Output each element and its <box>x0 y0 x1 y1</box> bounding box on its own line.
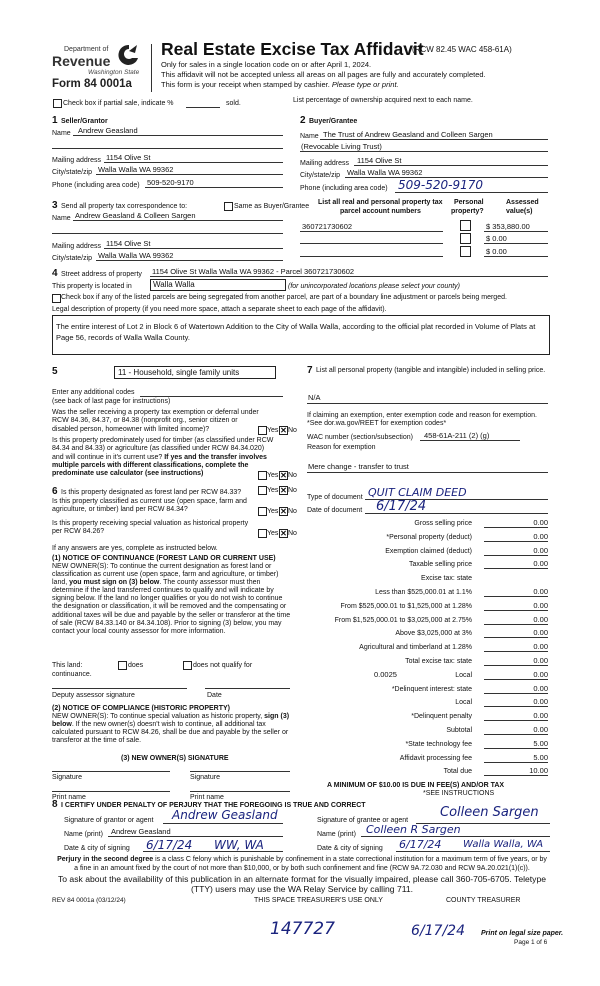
tax-row-label: Total due <box>443 768 472 776</box>
buyer-name-label: Name <box>300 133 319 140</box>
legal-label: Legal description of property (if you need more space, attach a separate sheet to each page of the affidavit). <box>52 306 387 313</box>
tax-row-line <box>484 693 548 694</box>
buyer-name-line2[interactable]: (Revocable Living Trust) <box>301 142 382 151</box>
forest-question: Is this property designated as forest land per RCW 84.33? <box>61 489 242 496</box>
page-number: Page 1 of 6 <box>514 939 548 946</box>
yes-label: Yes <box>267 427 279 434</box>
tax-row-label: From $1,525,000.01 to $3,025,000 at 2.75% <box>334 616 472 624</box>
corr-city-label: City/state/zip <box>52 255 93 262</box>
grantor-city[interactable]: WW, WA <box>214 838 264 852</box>
tax-row-value[interactable]: 10.00 <box>529 766 548 776</box>
owner-print-label: Print name <box>52 794 86 801</box>
no-label: No <box>288 508 297 515</box>
segregated-label: Check box if any of the listed parcels are being segregated from another parcel, are part of a boundary line adjustment or parcels being merged. <box>61 294 507 301</box>
grantor-signature[interactable]: Andrew Geasland <box>172 808 278 822</box>
tax-row-value[interactable]: 0.00 <box>533 697 548 707</box>
receipt-number: 147727 <box>270 919 335 939</box>
tax-row-value[interactable]: 0.00 <box>533 683 548 693</box>
no-label: No <box>288 530 297 537</box>
doc-date-label: Date of document <box>307 507 363 514</box>
notice-line2: This affidavit will not be accepted unless all areas on all pages are fully and accurately completed. <box>161 70 486 79</box>
tax-row-value[interactable]: 0.00 <box>533 628 548 638</box>
no-label: No <box>288 487 297 494</box>
certify-statement: I CERTIFY UNDER PENALTY OF PERJURY THAT THE FOREGOING IS TRUE AND CORRECT <box>61 802 366 809</box>
notice1-text: NEW OWNER(S): To continue the current designation as forest land or classification as current use (open space, farm and agriculture, or timber) land, you must sign on (3) below. The county assessor must then determine if the land transferred continues to qualify and will indicate by signing below. If the land no longer qualifies or you do not wish to continue the designation or classification, it will be removed and the compensating or additional taxes will be due and payable by the seller or transferor at the time of sale (RCW 84.33.140 or 84.34.108). Prior to signing (3) below, you may contact your local county assessor for more information. <box>52 563 291 635</box>
current-use-yes-checkbox[interactable] <box>258 507 267 516</box>
grantor-name-label: Name (print) <box>64 831 103 838</box>
tax-row-line <box>484 651 548 652</box>
seller-mailing-label: Mailing address <box>52 157 102 164</box>
tax-row-value[interactable]: 0.00 <box>533 711 548 721</box>
corr-mailing-label: Mailing address <box>52 243 102 250</box>
grantor-date[interactable]: 6/17/24 <box>146 838 193 852</box>
section4-num: 4 <box>52 268 58 279</box>
yes-label: Yes <box>267 530 279 537</box>
deputy-sig-label: Deputy assessor signature <box>52 692 135 699</box>
buyer-city[interactable]: Walla Walla WA 99362 <box>347 168 423 177</box>
tax-row-line <box>484 541 548 542</box>
same-as-buyer-checkbox[interactable] <box>224 202 233 211</box>
located-note: (for unincorporated locations please select your county) <box>288 283 460 290</box>
grantee-date[interactable]: 6/17/24 <box>399 838 442 851</box>
section3-num: 3 <box>52 200 58 211</box>
personal-property-value[interactable]: N/A <box>308 393 321 402</box>
personal-header: Personal <box>454 199 484 206</box>
reason-label: Reason for exemption <box>307 444 376 451</box>
treasurer-use-only: THIS SPACE TREASURER'S USE ONLY <box>254 897 383 904</box>
revenue-logo-icon <box>118 43 140 67</box>
local-rate: 0.0025 <box>374 669 397 679</box>
timber-yes-checkbox[interactable] <box>258 471 267 480</box>
current-use-no-checkbox[interactable]: ✕ <box>280 507 287 516</box>
buyer-phone-label: Phone (including area code) <box>300 185 388 192</box>
section2-title: Buyer/Grantee <box>309 118 358 125</box>
exemption-claim-label: If claiming an exemption, enter exemption code and reason for exemption. *See dor.wa.gov/REET for exemption codes* <box>307 412 537 428</box>
forest-no-checkbox[interactable]: ✕ <box>280 486 287 495</box>
notice-line3: This form is your receipt when stamped by cashier. Please type or print. <box>161 80 399 89</box>
grantee-name[interactable]: Colleen R Sargen <box>366 823 461 836</box>
buyer-mailing[interactable]: 1154 Olive St <box>357 156 402 165</box>
segregated-checkbox[interactable] <box>52 294 61 303</box>
historic-yes-checkbox[interactable] <box>258 529 267 538</box>
tax-row-label: Local <box>455 699 472 707</box>
street-label: Street address of property <box>61 271 142 278</box>
assessed-value[interactable]: $ 0.00 <box>486 247 507 256</box>
form-rcw: (RCW 82.45 WAC 458-61A) <box>412 45 512 54</box>
doc-type-label: Type of document <box>307 494 363 501</box>
seller-city-label: City/state/zip <box>52 169 93 176</box>
corr-city[interactable]: Walla Walla WA 99362 <box>98 251 174 260</box>
tax-row-value[interactable]: 0.00 <box>533 531 548 541</box>
current-use-question: Is this property classified as current use (open space, farm and agriculture, or timber) land per RCW 84.34? <box>52 498 247 514</box>
dor-logo <box>52 43 150 95</box>
assessed-value[interactable]: $ 353,880.00 <box>486 222 530 231</box>
no-label: No <box>288 472 297 479</box>
personal-property-checkbox[interactable] <box>460 246 471 257</box>
tax-row-value[interactable]: 0.00 <box>533 642 548 652</box>
deputy-date-label: Date <box>207 692 222 699</box>
tax-row-value[interactable]: 5.00 <box>533 738 548 748</box>
grantor-date-label: Date & city of signing <box>64 845 130 852</box>
location-select[interactable]: Walla Walla <box>150 279 286 291</box>
county-treasurer: COUNTY TREASURER <box>446 897 521 904</box>
grantee-name-label: Name (print) <box>317 831 356 838</box>
no-label: No <box>288 427 297 434</box>
tax-row-label: *Delinquent interest: state <box>391 685 472 693</box>
tax-row-label: *State technology fee <box>405 740 472 748</box>
seller-phone[interactable]: 509-520-9170 <box>147 178 194 187</box>
timber-no-checkbox[interactable]: ✕ <box>280 471 287 480</box>
tax-row-line <box>484 555 548 556</box>
tax-row-line <box>484 624 548 625</box>
if-yes-note: If any answers are yes, complete as instructed below. <box>52 545 218 552</box>
tax-row-line <box>484 637 548 638</box>
receipt-date: 6/17/24 <box>411 923 465 939</box>
tax-row-label: Agricultural and timberland at 1.28% <box>359 644 472 652</box>
owner-signature-label: Signature <box>52 774 82 781</box>
exemption-no-checkbox[interactable]: ✕ <box>280 426 287 435</box>
does-not-label: does not qualify for <box>193 662 253 669</box>
tax-row-value[interactable]: 5.00 <box>533 752 548 762</box>
tax-row-label: Less than $525,000.01 at 1.1% <box>375 589 472 596</box>
tax-row-label: From $525,000.01 to $1,525,000 at 1.28% <box>340 602 472 610</box>
timber-question: Is this property predominately used for timber (as classified under RCW 84.34 and 84.33) or agriculture (as classified under RCW 84.34.020) and will continue in it's current use? If yes and the transfer involves multiple parcels with different classifications, complete the predominate use calculator (see instructions) <box>52 437 274 478</box>
yes-label: Yes <box>267 472 279 479</box>
tax-row-label: Subtotal <box>446 727 472 734</box>
tax-row-line <box>484 734 548 735</box>
assessed-value[interactable]: $ 0.00 <box>486 234 507 243</box>
notice2-text: NEW OWNER(S): To continue special valuation as historic property, sign (3) below. If the new owner(s) doesn't wish to continue, all additional tax calculated pursuant to RCW 84.26, shall be due and payable by the seller or transferor at the time of sale. <box>52 713 290 745</box>
forest-yes-checkbox[interactable] <box>258 486 267 495</box>
see-back-label: (see back of last page for instructions) <box>52 398 171 405</box>
partial-sale-label: Check box if partial sale, indicate % <box>63 100 174 107</box>
grantor-name[interactable]: Andrew Geasland <box>111 827 171 836</box>
buyer-name-line1[interactable]: The Trust of Andrew Geasland and Colleen Sargen <box>323 130 493 139</box>
seller-mailing[interactable]: 1154 Olive St <box>106 153 151 162</box>
header-divider <box>151 44 152 92</box>
historic-question: Is this property receiving special valuation as historical property per RCW 84.26? <box>52 520 249 536</box>
buyer-phone[interactable]: 509-520-9170 <box>398 178 484 192</box>
section8-num: 8 <box>52 799 58 810</box>
tax-row-label: Affidavit processing fee <box>399 754 472 762</box>
grantee-sig-label: Signature of grantee or agent <box>317 817 409 824</box>
notice3-title: (3) NEW OWNER(S) SIGNATURE <box>121 755 229 762</box>
tax-row-line <box>484 775 548 776</box>
wac-number[interactable]: 458-61A-211 (2) (g) <box>424 431 490 440</box>
section7-label: List all personal property (tangible and intangible) included in selling price. <box>316 367 546 374</box>
exemption-reason[interactable]: Mere change - transfer to trust <box>308 462 409 471</box>
tax-row-line <box>484 720 548 721</box>
tax-row-line <box>484 610 548 611</box>
doc-date[interactable]: 6/17/24 <box>376 499 427 514</box>
seller-city[interactable]: Walla Walla WA 99362 <box>98 165 174 174</box>
grantee-city[interactable]: Walla Walla, WA <box>463 839 544 850</box>
wac-label: WAC number (section/subsection) <box>307 434 413 441</box>
yes-label: Yes <box>267 487 279 494</box>
section2-num: 2 <box>300 115 306 126</box>
yes-label: Yes <box>267 508 279 515</box>
exemption-question: Was the seller receiving a property tax exemption or deferral under RCW 84.36, 84.37, or 84.38 (nonprofit org., senior citizen or disabled person, homeowner with limited income)? <box>52 409 259 433</box>
tax-row-value[interactable]: 0.00 <box>533 614 548 624</box>
tax-row-label: *Delinquent penalty <box>411 713 472 721</box>
dept-line2: Revenue <box>52 53 111 69</box>
section1-num: 1 <box>52 115 58 126</box>
seller-phone-label: Phone (including area code) <box>52 182 140 189</box>
does-label: does <box>128 662 144 669</box>
tax-row-line <box>484 568 548 569</box>
section7-num: 7 <box>307 365 313 376</box>
tax-row-label: Above $3,025,000 at 3% <box>395 630 472 638</box>
tax-row-value[interactable]: 0.00 <box>533 518 548 527</box>
section3-label: Send all property tax correspondence to: <box>61 203 188 210</box>
historic-no-checkbox[interactable]: ✕ <box>280 529 287 538</box>
notice2-title: (2) NOTICE OF COMPLIANCE (HISTORIC PROPERTY) <box>52 705 230 712</box>
tax-row-label: Taxable selling price <box>408 561 472 569</box>
land-use-select[interactable]: 11 - Household, single family units <box>114 366 276 379</box>
seller-name[interactable]: Andrew Geasland <box>78 126 138 135</box>
same-as-buyer-label: Same as Buyer/Grantee <box>234 203 310 210</box>
corr-name-label: Name <box>52 215 71 222</box>
this-land-label: This land: <box>52 662 83 669</box>
tax-row-value[interactable]: 0.00 <box>533 600 548 610</box>
located-label: This property is located in <box>52 283 132 290</box>
parcel-header-b: parcel account numbers <box>340 208 421 215</box>
tax-row-label: Excise tax: state <box>421 575 472 583</box>
legal-paper-note: Print on legal size paper. <box>481 930 564 937</box>
personal-header-b: property? <box>451 208 484 215</box>
tax-row-value[interactable]: 0.00 <box>533 656 548 665</box>
section6-num: 6 <box>52 486 58 497</box>
corr-name[interactable]: Andrew Geasland & Colleen Sargen <box>75 211 196 220</box>
tax-row-value[interactable]: 0.00 <box>533 545 548 555</box>
corr-mailing[interactable]: 1154 Olive St <box>106 239 151 248</box>
list-percentage-note: List percentage of ownership acquired next to each name. <box>293 97 473 104</box>
exemption-yes-checkbox[interactable] <box>258 426 267 435</box>
assessed-header-b: value(s) <box>506 208 533 215</box>
grantor-sig-label: Signature of grantor or agent <box>64 817 154 824</box>
availability-notice: To ask about the availability of this publication in an alternate format for the visually impaired, please call 360-705-6705. Teletype (TTY) users may use the WA Relay Service by calling 711. <box>57 874 547 894</box>
dept-line3: Washington State <box>88 69 140 76</box>
tax-row-line <box>484 762 548 763</box>
parcel-header: List all real and personal property tax <box>318 199 443 206</box>
assessed-header: Assessed <box>506 199 539 206</box>
see-instructions: *SEE INSTRUCTIONS <box>423 790 495 797</box>
parcel-number[interactable]: 360721730602 <box>302 222 353 231</box>
owner-signature-label: Signature <box>190 774 220 781</box>
additional-codes-label: Enter any additional codes <box>52 389 135 396</box>
tax-row-label: *Personal property (deduct) <box>386 533 472 541</box>
owner-print-label: Print name <box>190 794 224 801</box>
tax-row-label: Exemption claimed (deduct) <box>385 547 472 555</box>
tax-row-line <box>484 527 548 528</box>
tax-row-value[interactable]: 0.00 <box>533 669 548 679</box>
tax-row-label: Total excise tax: state <box>405 658 472 665</box>
notice1-title: (1) NOTICE OF CONTINUANCE (FOREST LAND OR CURRENT USE) <box>52 555 276 562</box>
form-title: Real Estate Excise Tax Affidavit <box>161 39 424 59</box>
tax-row-line <box>484 679 548 680</box>
grantee-date-label: Date & city of signing <box>317 845 383 852</box>
section5-num: 5 <box>52 366 58 377</box>
tax-row-label: Local <box>455 671 472 679</box>
tax-row-line <box>484 748 548 749</box>
buyer-city-label: City/state/zip <box>300 172 341 179</box>
doc-type[interactable]: QUIT CLAIM DEED <box>368 486 467 499</box>
street-address[interactable]: 1154 Olive St Walla Walla WA 99362 - Parcel 360721730602 <box>152 267 355 276</box>
tax-row-value[interactable]: 0.00 <box>533 725 548 734</box>
minimum-due-note: A MINIMUM OF $10.00 IS DUE IN FEE(S) AND/OR TAX <box>327 782 505 789</box>
tax-row-value[interactable]: 0.00 <box>533 559 548 569</box>
grantee-signature[interactable]: Colleen Sargen <box>440 805 539 820</box>
section1-title: Seller/Grantor <box>61 118 108 125</box>
revision-code: REV 84 0001a (03/12/24) <box>52 897 126 904</box>
dept-line1: Department of <box>64 46 109 53</box>
does-not-qualify-checkbox[interactable] <box>183 661 192 670</box>
tax-row-value[interactable]: 0.00 <box>533 587 548 596</box>
continuance-label: continuance. <box>52 671 92 678</box>
personal-property-checkbox[interactable] <box>460 233 471 244</box>
tax-row-line <box>484 596 548 597</box>
personal-property-checkbox[interactable] <box>460 220 471 231</box>
seller-name-label: Name <box>52 130 71 137</box>
notice-line1: Only for sales in a single location code on or after April 1, 2024. <box>161 60 372 69</box>
does-qualify-checkbox[interactable] <box>118 661 127 670</box>
partial-sold-label: sold. <box>226 100 241 107</box>
tax-row-line <box>484 665 548 666</box>
perjury-notice: Perjury in the second degree is a class C felony which is punishable by confinement in a state correctional institution for a maximum term of five years, or by a fine in an amount fixed by the court of not more than $10,000, or by both such confinement and fine (RCW 9A.72.030 and RCW 9A.20.021(1)(c)). <box>57 856 547 872</box>
partial-pct-line[interactable] <box>186 107 220 108</box>
legal-description-text: The entire interest of Lot 2 in Block 6 of Watertown Addition to the City of Walla Walla, according to the official plat recorded in Volume of Plats at Page 56, records of Walla Walla County. <box>56 322 536 342</box>
tax-row-label: Gross selling price <box>414 520 472 527</box>
tax-row-line <box>484 706 548 707</box>
partial-sale-checkbox[interactable] <box>53 99 62 108</box>
buyer-mailing-label: Mailing address <box>300 160 350 167</box>
tax-table <box>300 514 550 794</box>
form-number: Form 84 0001a <box>52 78 132 90</box>
